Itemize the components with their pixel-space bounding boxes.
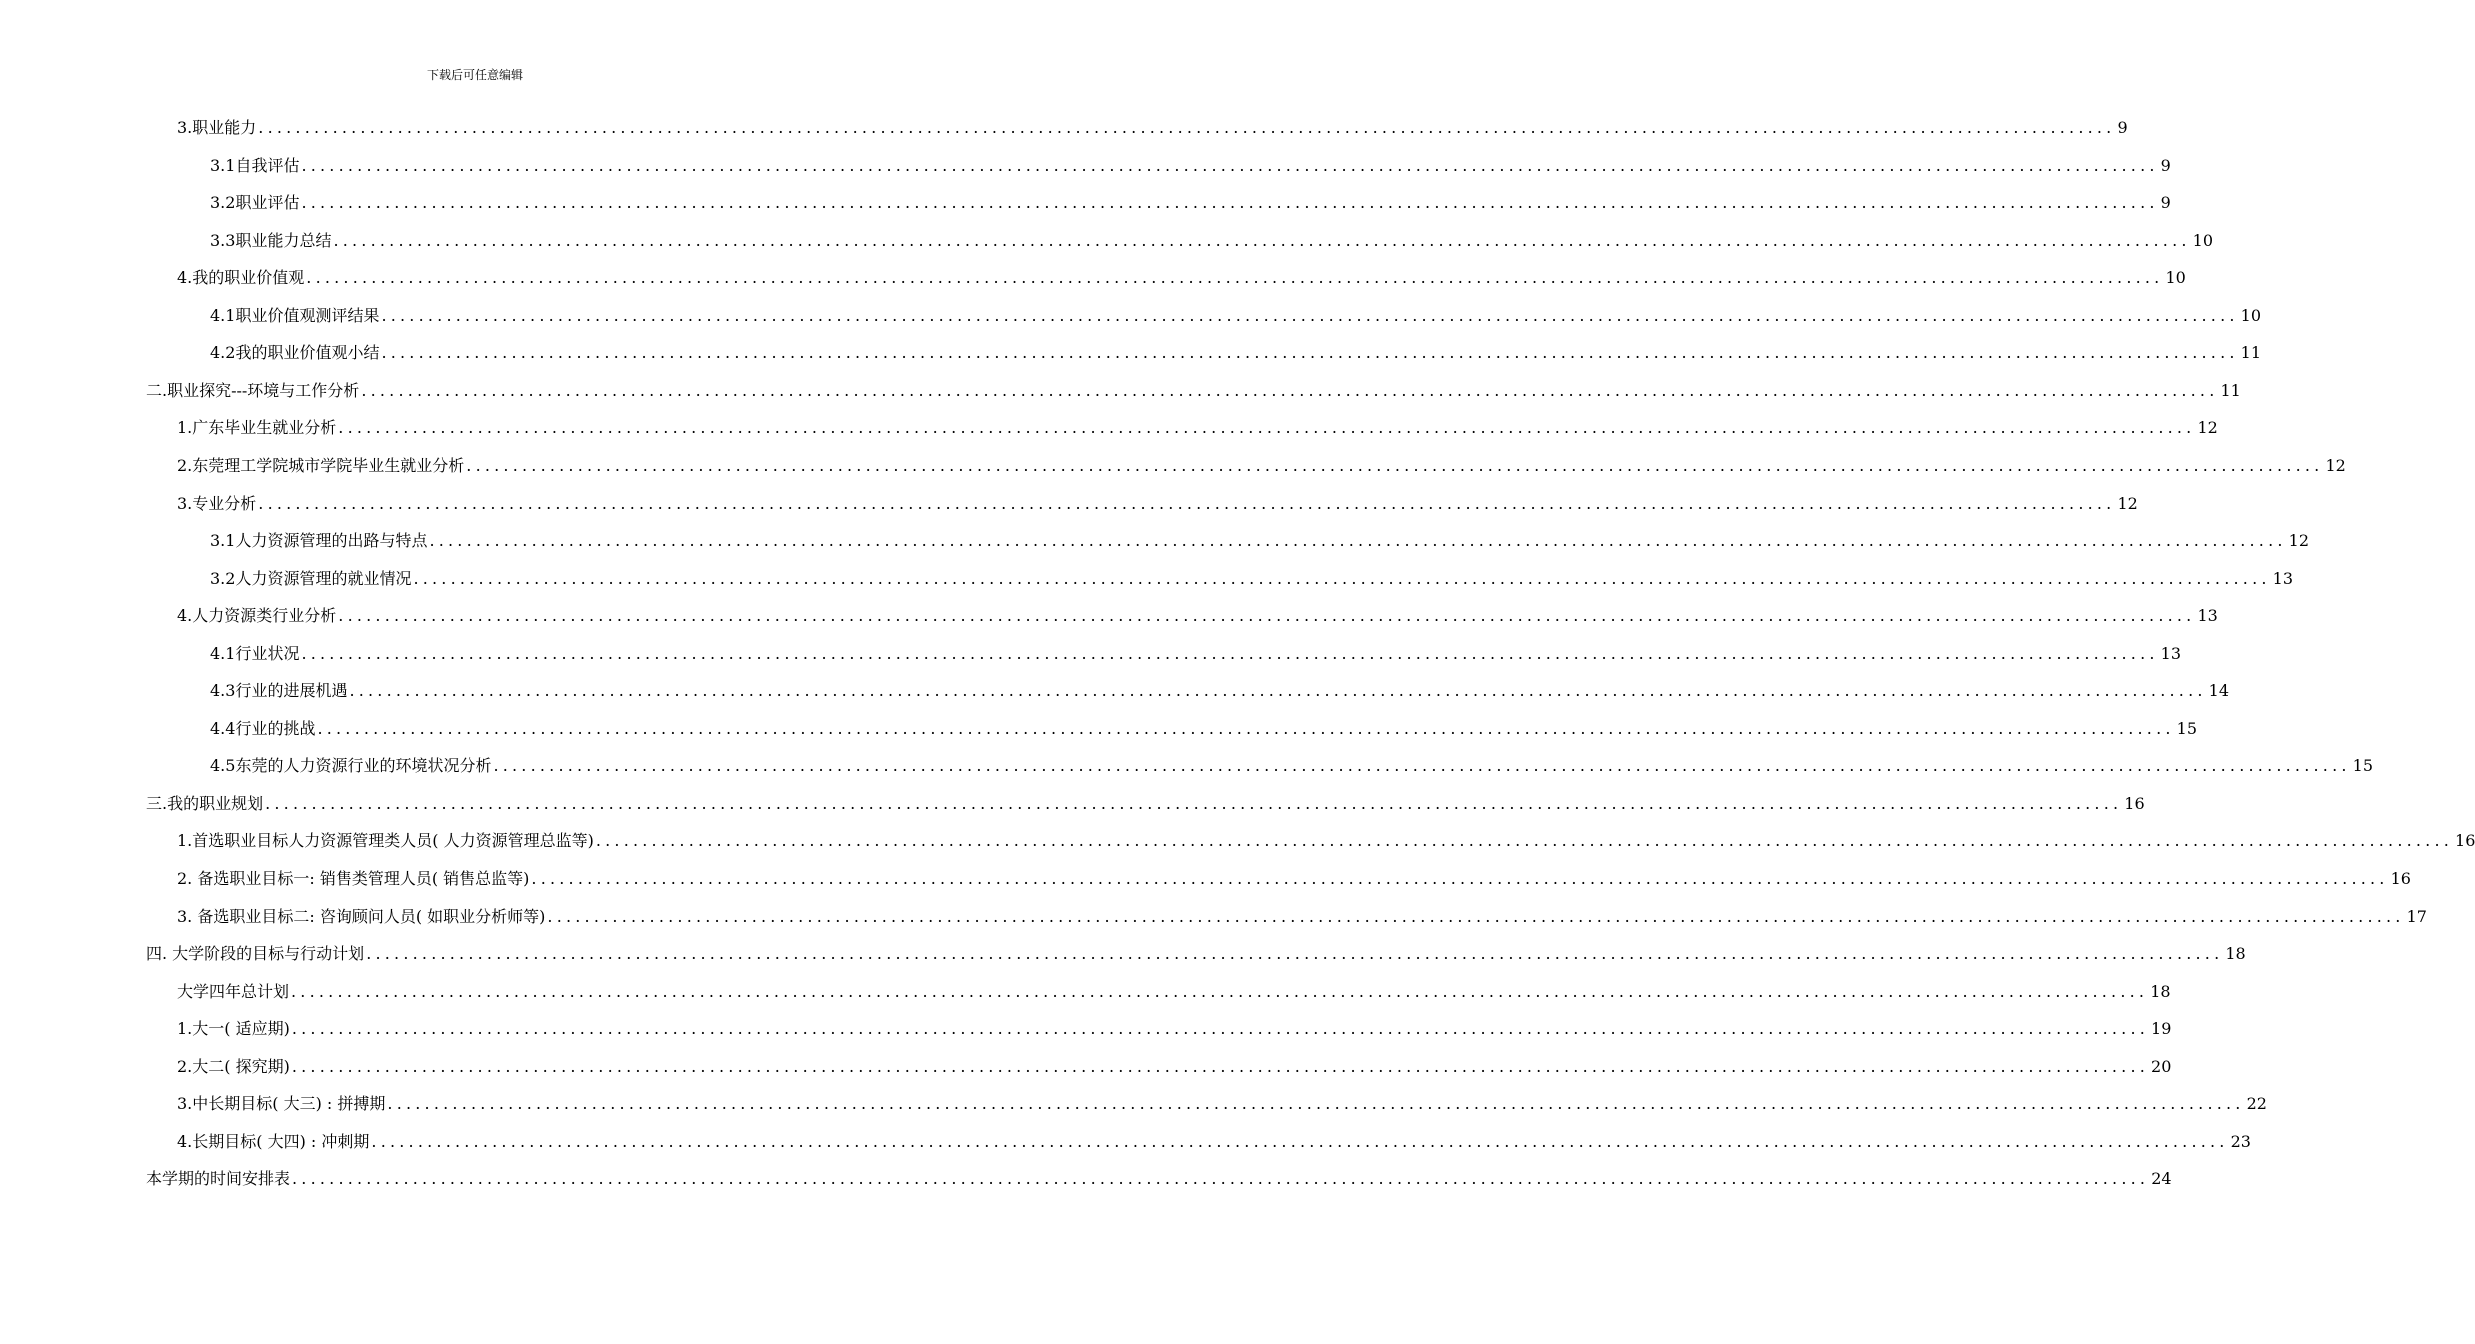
toc-entry-page-number: 20: [2151, 1056, 2172, 1076]
toc-entry[interactable]: [210, 230, 2213, 251]
toc-dot-leader: ........................................................................................................................................................................................................: [371, 1131, 2229, 1151]
toc-entry-page-number: 9: [2160, 155, 2171, 175]
toc-entry-title: 三.我的职业规划: [146, 793, 264, 813]
toc-entry[interactable]: [210, 305, 2261, 326]
toc-entry-page-number: 18: [2225, 944, 2246, 964]
toc-dot-leader: ........................................................................................................................................................................................................: [317, 718, 2175, 738]
toc-entry-page-number: 10: [2240, 305, 2261, 325]
toc-entry[interactable]: [146, 793, 2145, 814]
toc-entry-title: 3.职业能力: [177, 118, 257, 137]
toc-entry-title: 4.1行业状况: [210, 643, 300, 663]
toc-entry[interactable]: [177, 268, 2186, 288]
toc-dot-leader: ........................................................................................................................................................................................................: [258, 118, 2116, 137]
toc-dot-leader: ........................................................................................................................................................................................................: [258, 493, 2116, 513]
toc-dot-leader: ........................................................................................................................................................................................................: [595, 831, 2454, 851]
toc-dot-leader: ........................................................................................................................................................................................................: [531, 869, 2389, 888]
toc-entry[interactable]: [146, 944, 2246, 964]
toc-entry-title: 四. 大学阶段的目标与行动计划: [146, 944, 365, 964]
toc-dot-leader: ........................................................................................................................................................................................................: [413, 568, 2271, 588]
toc-entry[interactable]: [210, 568, 2293, 589]
toc-entry-title: 4.4行业的挑战: [210, 718, 316, 738]
toc-entry[interactable]: [177, 831, 2475, 851]
page-header: 下载后可任意编辑: [426, 68, 523, 82]
toc-entry-page-number: 16: [2124, 793, 2145, 813]
toc-dot-leader: ........................................................................................................................................................................................................: [265, 793, 2123, 813]
toc-dot-leader: ........................................................................................................................................................................................................: [301, 643, 2159, 663]
toc-entry-page-number: 14: [2208, 681, 2229, 701]
toc-entry-title: 大学四年总计划: [177, 981, 290, 1001]
toc-dot-leader: ........................................................................................................................................................................................................: [301, 155, 2159, 175]
toc-entry-title: 1.大一( 适应期): [177, 1019, 290, 1039]
toc-entry-title: 4.长期目标( 大四) : 冲刺期: [177, 1131, 370, 1151]
toc-entry-page-number: 15: [2352, 756, 2373, 776]
toc-dot-leader: ........................................................................................................................................................................................................: [493, 756, 2351, 776]
toc-entry-title: 4.1职业价值观测评结果: [210, 305, 380, 325]
toc-entry-title: 本学期的时间安排表: [146, 1169, 291, 1189]
toc-entry-page-number: 17: [2406, 906, 2427, 926]
toc-entry-title: 3.2职业评估: [210, 193, 300, 213]
toc-dot-leader: ........................................................................................................................................................................................................: [381, 343, 2239, 363]
toc-entry[interactable]: [177, 1056, 2172, 1077]
toc-entry-page-number: 12: [2117, 493, 2138, 513]
toc-entry[interactable]: [210, 718, 2197, 739]
toc-dot-leader: ........................................................................................................................................................................................................: [301, 193, 2159, 213]
toc-dot-leader: ........................................................................................................................................................................................................: [292, 1169, 2150, 1189]
toc-dot-leader: ........................................................................................................................................................................................................: [306, 268, 2164, 288]
toc-entry-page-number: 9: [2117, 118, 2128, 137]
toc-entry-title: 4.我的职业价值观: [177, 268, 305, 288]
toc-dot-leader: ........................................................................................................................................................................................................: [291, 1019, 2150, 1039]
toc-entry-title: 3.1人力资源管理的出路与特点: [210, 531, 428, 551]
toc-dot-leader: ........................................................................................................................................................................................................: [361, 380, 2219, 400]
toc-entry[interactable]: [177, 981, 2171, 1002]
toc-entry[interactable]: [210, 343, 2261, 363]
toc-entry-title: 1.首选职业目标人力资源管理类人员( 人力资源管理总监等): [177, 831, 594, 851]
toc-entry[interactable]: [146, 1169, 2172, 1189]
toc-entry[interactable]: [177, 455, 2346, 476]
toc-entry-page-number: 9: [2160, 193, 2171, 213]
toc-entry-title: 3.2人力资源管理的就业情况: [210, 568, 412, 588]
toc-entry[interactable]: [177, 1131, 2251, 1152]
toc-entry[interactable]: [210, 756, 2373, 776]
toc-entry-page-number: 22: [2246, 1094, 2267, 1114]
toc-dot-leader: ........................................................................................................................................................................................................: [333, 230, 2191, 250]
toc-entry-title: 4.人力资源类行业分析: [177, 606, 337, 626]
toc-entry-title: 2.大二( 探究期): [177, 1056, 290, 1076]
toc-entry[interactable]: [210, 531, 2309, 551]
toc-entry[interactable]: [210, 193, 2171, 213]
toc-entry[interactable]: [177, 1094, 2267, 1114]
toc-entry-title: 3.3职业能力总结: [210, 230, 332, 250]
toc-entry[interactable]: [146, 380, 2241, 401]
toc-dot-leader: ........................................................................................................................................................................................................: [338, 606, 2196, 626]
toc-dot-leader: ........................................................................................................................................................................................................: [547, 906, 2405, 926]
toc-entry-title: 3. 备选职业目标二: 咨询顾问人员( 如职业分析师等): [177, 906, 546, 926]
toc-entry-title: 3.专业分析: [177, 493, 257, 513]
toc-entry-page-number: 12: [2325, 455, 2346, 475]
toc-entry-page-number: 16: [2390, 869, 2411, 888]
toc-entry[interactable]: [177, 418, 2218, 438]
toc-entry[interactable]: [177, 118, 2128, 138]
toc-entry-page-number: 10: [2192, 230, 2213, 250]
toc-entry-page-number: 10: [2165, 268, 2186, 288]
toc-entry[interactable]: [177, 869, 2411, 889]
toc-entry-title: 3.中长期目标( 大三) : 拼搏期: [177, 1094, 386, 1114]
toc-entry-page-number: 12: [2288, 531, 2309, 551]
toc-entry-page-number: 16: [2455, 831, 2475, 851]
toc-dot-leader: ........................................................................................................................................................................................................: [291, 981, 2149, 1001]
toc-dot-leader: ........................................................................................................................................................................................................: [366, 944, 2224, 964]
toc-entry-title: 2.东莞理工学院城市学院毕业生就业分析: [177, 455, 465, 475]
toc-entry-title: 3.1自我评估: [210, 155, 300, 175]
toc-entry-title: 4.2我的职业价值观小结: [210, 343, 380, 363]
toc-entry-page-number: 13: [2197, 606, 2218, 626]
toc-dot-leader: ........................................................................................................................................................................................................: [291, 1056, 2150, 1076]
toc-entry-page-number: 13: [2160, 643, 2181, 663]
toc-dot-leader: ........................................................................................................................................................................................................: [466, 455, 2324, 475]
toc-entry-page-number: 11: [2240, 343, 2261, 363]
toc-entry-page-number: 13: [2272, 568, 2293, 588]
toc-entry-page-number: 15: [2176, 718, 2197, 738]
toc-dot-leader: ........................................................................................................................................................................................................: [381, 305, 2239, 325]
toc-entry-page-number: 24: [2151, 1169, 2172, 1189]
toc-entry-page-number: 18: [2150, 981, 2171, 1001]
toc-entry[interactable]: [177, 1019, 2172, 1039]
toc-dot-leader: ........................................................................................................................................................................................................: [338, 418, 2196, 438]
toc-entry-title: 4.5东莞的人力资源行业的环境状况分析: [210, 756, 492, 776]
toc-entry[interactable]: [210, 643, 2181, 664]
toc-entry-page-number: 23: [2230, 1131, 2251, 1151]
toc-dot-leader: ........................................................................................................................................................................................................: [387, 1094, 2245, 1114]
toc-entry-page-number: 19: [2151, 1019, 2172, 1039]
toc-entry[interactable]: [177, 493, 2138, 514]
toc-entry[interactable]: [177, 906, 2427, 927]
toc-dot-leader: ........................................................................................................................................................................................................: [429, 531, 2287, 551]
toc-entry[interactable]: [210, 155, 2171, 176]
toc-entry[interactable]: [210, 681, 2229, 701]
toc-entry-title: 2. 备选职业目标一: 销售类管理人员( 销售总监等): [177, 869, 530, 888]
toc-entry-page-number: 12: [2197, 418, 2218, 438]
toc-entry-title: 1.广东毕业生就业分析: [177, 418, 337, 438]
toc-entry-title: 4.3行业的进展机遇: [210, 681, 348, 701]
toc-entry-page-number: 11: [2220, 380, 2241, 400]
toc-dot-leader: ........................................................................................................................................................................................................: [349, 681, 2207, 701]
toc-entry[interactable]: [177, 606, 2218, 626]
toc-entry-title: 二.职业探究---环境与工作分析: [146, 380, 360, 400]
